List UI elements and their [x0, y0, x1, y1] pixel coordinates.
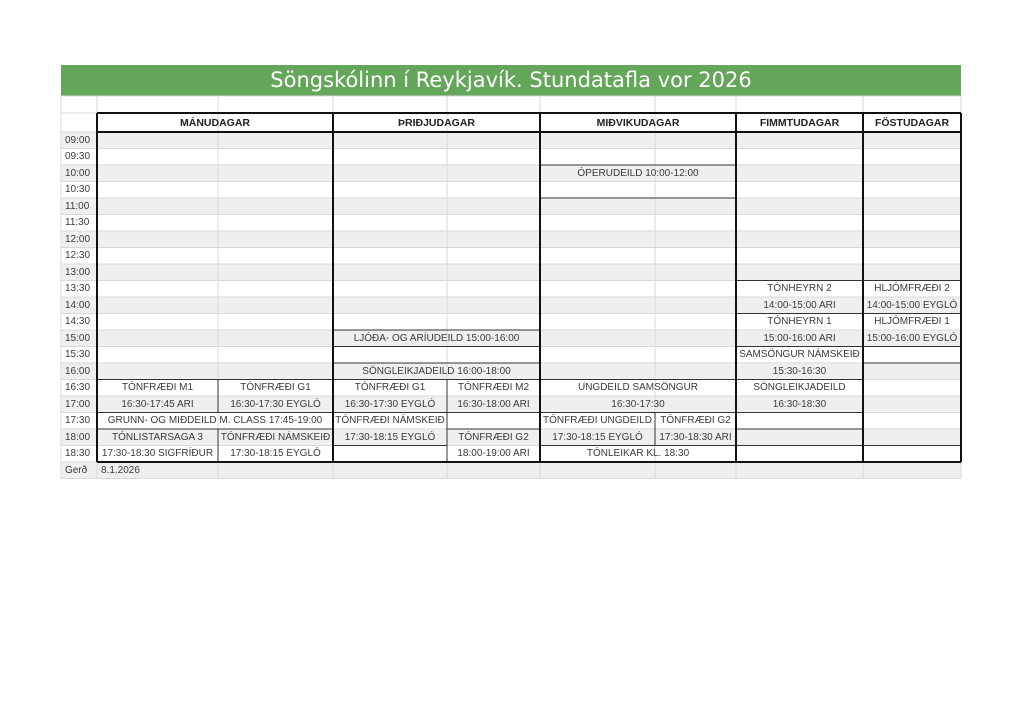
schedule-entry: TÓNFRÆÐI UNGDEILD	[543, 415, 652, 427]
schedule-entry: TÓNFRÆÐI G2	[660, 415, 731, 427]
schedule-entry: TÓNFRÆÐI NÁMSKEIÐ	[220, 431, 331, 443]
time-label: 15:00	[65, 332, 91, 344]
schedule-entry: LJÓÐA- OG ARÍUDEILD 15:00-16:00	[353, 332, 520, 344]
time-label: 14:30	[65, 316, 91, 328]
schedule-entry: SAMSÖNGUR NÁMSKEIÐ	[739, 349, 860, 361]
schedule-entry: HLJÓMFRÆÐI 2	[874, 283, 950, 295]
schedule-entry: TÓNFRÆÐI G2	[458, 431, 529, 443]
time-label: 11:00	[65, 200, 90, 212]
schedule-entry: SÖNGLEIKJADEILD	[753, 382, 846, 394]
schedule-entry: 15:00-16:00 ARI	[763, 332, 836, 344]
schedule-entry: 16:30-18:00 ARI	[457, 398, 530, 410]
schedule-entry: 16:30-17:30 EYGLÓ	[344, 398, 436, 410]
day-header: MIÐVIKUDAGAR	[596, 116, 680, 129]
schedule-entry: TÓNLEIKAR KL. 18:30	[586, 448, 690, 460]
schedule-entry: UNGDEILD SAMSÖNGUR	[577, 382, 698, 394]
footer-label: Gerð	[65, 464, 88, 476]
schedule-entry: GRUNN- OG MIÐDEILD M. CLASS 17:45-19:00	[107, 415, 323, 427]
schedule-entry: SÖNGLEIKJADEILD 16:00-18:00	[362, 365, 511, 377]
footer-date: 8.1.2026	[101, 464, 140, 476]
time-label: 10:00	[65, 167, 91, 179]
schedule-entry: TÓNLISTARSAGA 3	[112, 431, 203, 443]
schedule-entry: TÓNFRÆÐI G1	[354, 382, 426, 394]
schedule-entry: TÓNFRÆÐI M2	[457, 382, 530, 394]
schedule-entry: 17:30-18:30 ARI	[659, 431, 732, 443]
schedule-entry: 16:30-17:30	[611, 398, 665, 410]
time-label: 12:00	[65, 233, 91, 245]
schedule-entry: 16:30-18:30	[772, 398, 827, 410]
time-label: 09:30	[65, 151, 91, 163]
schedule-entry: 15:00-16:00 EYGLÓ	[866, 332, 958, 344]
schedule-entry: TÓNHEYRN 2	[767, 283, 832, 295]
day-header: ÞRIÐJUDAGAR	[397, 116, 475, 129]
time-label: 13:00	[65, 266, 91, 278]
time-label: 09:00	[65, 134, 91, 146]
schedule-entry: 16:30-17:30 EYGLÓ	[230, 398, 321, 410]
schedule-entry: 17:30-18:30 SIGFRÍÐUR	[101, 448, 214, 460]
time-label: 17:00	[65, 398, 91, 410]
schedule-entry: ÓPERUDEILD 10:00-12:00	[577, 167, 699, 179]
day-header: MÁNUDAGAR	[180, 116, 250, 129]
schedule-entry: TÓNFRÆÐI NÁMSKEIÐ	[335, 415, 445, 427]
time-label: 12:30	[65, 250, 91, 262]
schedule-entry: 18:00-19:00 ARI	[457, 448, 530, 460]
schedule-entry: HLJÓMFRÆÐI 1	[874, 316, 950, 328]
time-label: 16:30	[65, 382, 91, 394]
schedule-entry: TÓNFRÆÐI G1	[240, 382, 311, 394]
time-label: 18:00	[65, 431, 91, 443]
time-label: 11:30	[65, 217, 90, 229]
schedule-entry: 14:00-15:00 EYGLÓ	[866, 299, 958, 311]
schedule-entry: TÓNHEYRN 1	[767, 316, 832, 328]
time-label: 18:30	[65, 448, 91, 460]
page-title: Söngskólinn í Reykjavík. Stundatafla vor 2026	[61, 65, 961, 96]
schedule-entry: 16:30-17:45 ARI	[121, 398, 194, 410]
schedule-entry: 15:30-16:30	[772, 365, 827, 377]
schedule-entry: 17:30-18:15 EYGLÓ	[344, 431, 436, 443]
schedule-entry: TÓNFRÆÐI M1	[121, 382, 194, 394]
day-header: FÖSTUDAGAR	[874, 116, 950, 129]
time-label: 10:30	[65, 184, 91, 196]
time-label: 17:30	[65, 415, 91, 427]
time-label: 13:30	[65, 283, 91, 295]
time-label: 14:00	[65, 299, 91, 311]
day-header: FIMMTUDAGAR	[759, 116, 840, 129]
schedule-entry: 17:30-18:15 EYGLÓ	[230, 448, 321, 460]
schedule-entry: 14:00-15:00 ARI	[763, 299, 836, 311]
schedule-entry: 17:30-18:15 EYGLÓ	[552, 431, 643, 443]
time-label: 16:00	[65, 365, 91, 377]
time-label: 15:30	[65, 349, 91, 361]
